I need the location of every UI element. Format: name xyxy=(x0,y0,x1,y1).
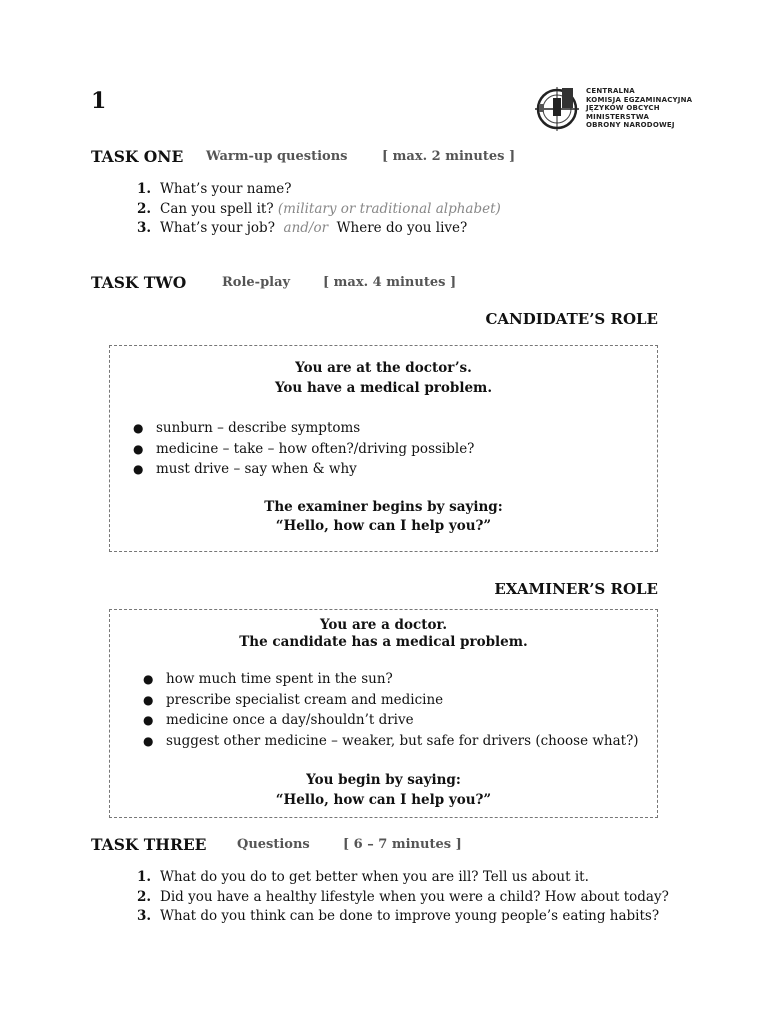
bullet-text: medicine – take – how often?/driving possible? xyxy=(156,440,475,457)
candidate-intro-line: You are at the doctor’s. xyxy=(295,360,472,376)
list-item xyxy=(137,907,669,927)
question-hint: (military or traditional alphabet) xyxy=(277,200,501,217)
candidate-intro-line: You have a medical problem. xyxy=(274,380,493,396)
question-number: 3. xyxy=(137,908,152,924)
bullet-text: must drive – say when & why xyxy=(156,461,357,477)
question-text: What do you do to get better when you are ill? Tell us about it. xyxy=(160,869,589,885)
list-item xyxy=(137,868,669,888)
question-text: Can you spell it? xyxy=(160,200,274,217)
task-three-title: TASK THREE xyxy=(91,835,207,854)
task-three-subtitle: Questions xyxy=(237,837,310,852)
list-item xyxy=(137,888,669,908)
examiner-begin-quote: “Hello, how can I help you?” xyxy=(275,792,492,808)
logo-line: OBRONY NARODOWEJ xyxy=(586,121,675,129)
question-number: 2. xyxy=(137,888,152,905)
bullet-text: suggest other medicine – weaker, but safe for drivers (choose what?) xyxy=(166,732,639,749)
task-three-questions xyxy=(137,868,669,927)
bullet-text: medicine once a day/shouldn’t drive xyxy=(166,712,414,728)
bullet-icon: ● xyxy=(143,713,154,727)
question-hint: and/or xyxy=(283,220,329,236)
list-item xyxy=(143,669,639,690)
crest-icon xyxy=(533,84,585,132)
examiner-role-heading: EXAMINER’S ROLE xyxy=(494,580,658,598)
logo-line: CENTRALNA xyxy=(586,87,635,95)
task-three-time: [ 6 – 7 minutes ] xyxy=(343,837,462,852)
question-text: What’s your job? xyxy=(160,220,275,236)
task-one-questions xyxy=(137,180,501,239)
question-number: 1. xyxy=(137,181,152,197)
bullet-text: prescribe specialist cream and medicine xyxy=(166,691,444,708)
task-one-time: [ max. 2 minutes ] xyxy=(382,149,516,164)
list-item xyxy=(143,731,639,752)
list-item xyxy=(133,459,474,480)
bullet-icon: ● xyxy=(133,462,144,476)
question-text: Did you have a healthy lifestyle when you were a child? How about today? xyxy=(160,888,669,905)
candidate-begin-line: The examiner begins by saying: xyxy=(264,499,503,515)
bullet-icon: ● xyxy=(133,421,144,435)
examiner-bullets xyxy=(143,669,639,751)
question-text: What’s your name? xyxy=(160,181,292,197)
bullet-icon: ● xyxy=(133,441,144,456)
candidate-role-heading: CANDIDATE’S ROLE xyxy=(485,310,658,328)
question-text: What do you think can be done to improve young people’s eating habits? xyxy=(160,908,660,924)
list-item xyxy=(143,710,639,731)
question-number: 2. xyxy=(137,200,152,217)
institution-logo xyxy=(533,84,693,132)
task-one-title: TASK ONE xyxy=(91,147,184,166)
bullet-icon: ● xyxy=(143,733,154,748)
logo-line: JĘZYKÓW OBCYCH xyxy=(586,104,660,112)
list-item xyxy=(137,180,501,200)
examiner-intro-line: The candidate has a medical problem. xyxy=(239,634,528,650)
bullet-icon: ● xyxy=(143,672,154,686)
examiner-intro-line: You are a doctor. xyxy=(319,617,448,633)
question-number: 3. xyxy=(137,220,152,236)
list-item xyxy=(137,219,501,239)
bullet-text: sunburn – describe symptoms xyxy=(156,420,361,436)
bullet-text: how much time spent in the sun? xyxy=(166,671,393,687)
task-two-time: [ max. 4 minutes ] xyxy=(323,275,457,290)
question-number: 1. xyxy=(137,869,152,885)
list-item xyxy=(137,200,501,220)
examiner-begin-line: You begin by saying: xyxy=(306,772,461,788)
task-one-subtitle: Warm-up questions xyxy=(206,149,348,164)
candidate-bullets xyxy=(133,418,474,480)
logo-line: KOMISJA EGZAMINACYJNA xyxy=(586,95,693,104)
examiner-role-box xyxy=(109,609,658,818)
page-number: 1 xyxy=(91,88,107,114)
list-item xyxy=(143,690,639,711)
question-text-2: Where do you live? xyxy=(336,220,468,236)
list-item xyxy=(133,439,474,460)
candidate-begin-quote: “Hello, how can I help you?” xyxy=(275,518,492,534)
task-two-subtitle: Role-play xyxy=(222,275,291,290)
task-two-title: TASK TWO xyxy=(91,273,187,292)
bullet-icon: ● xyxy=(143,692,154,707)
candidate-role-box xyxy=(109,345,658,552)
list-item xyxy=(133,418,474,439)
logo-line: MINISTERSTWA xyxy=(586,112,650,121)
